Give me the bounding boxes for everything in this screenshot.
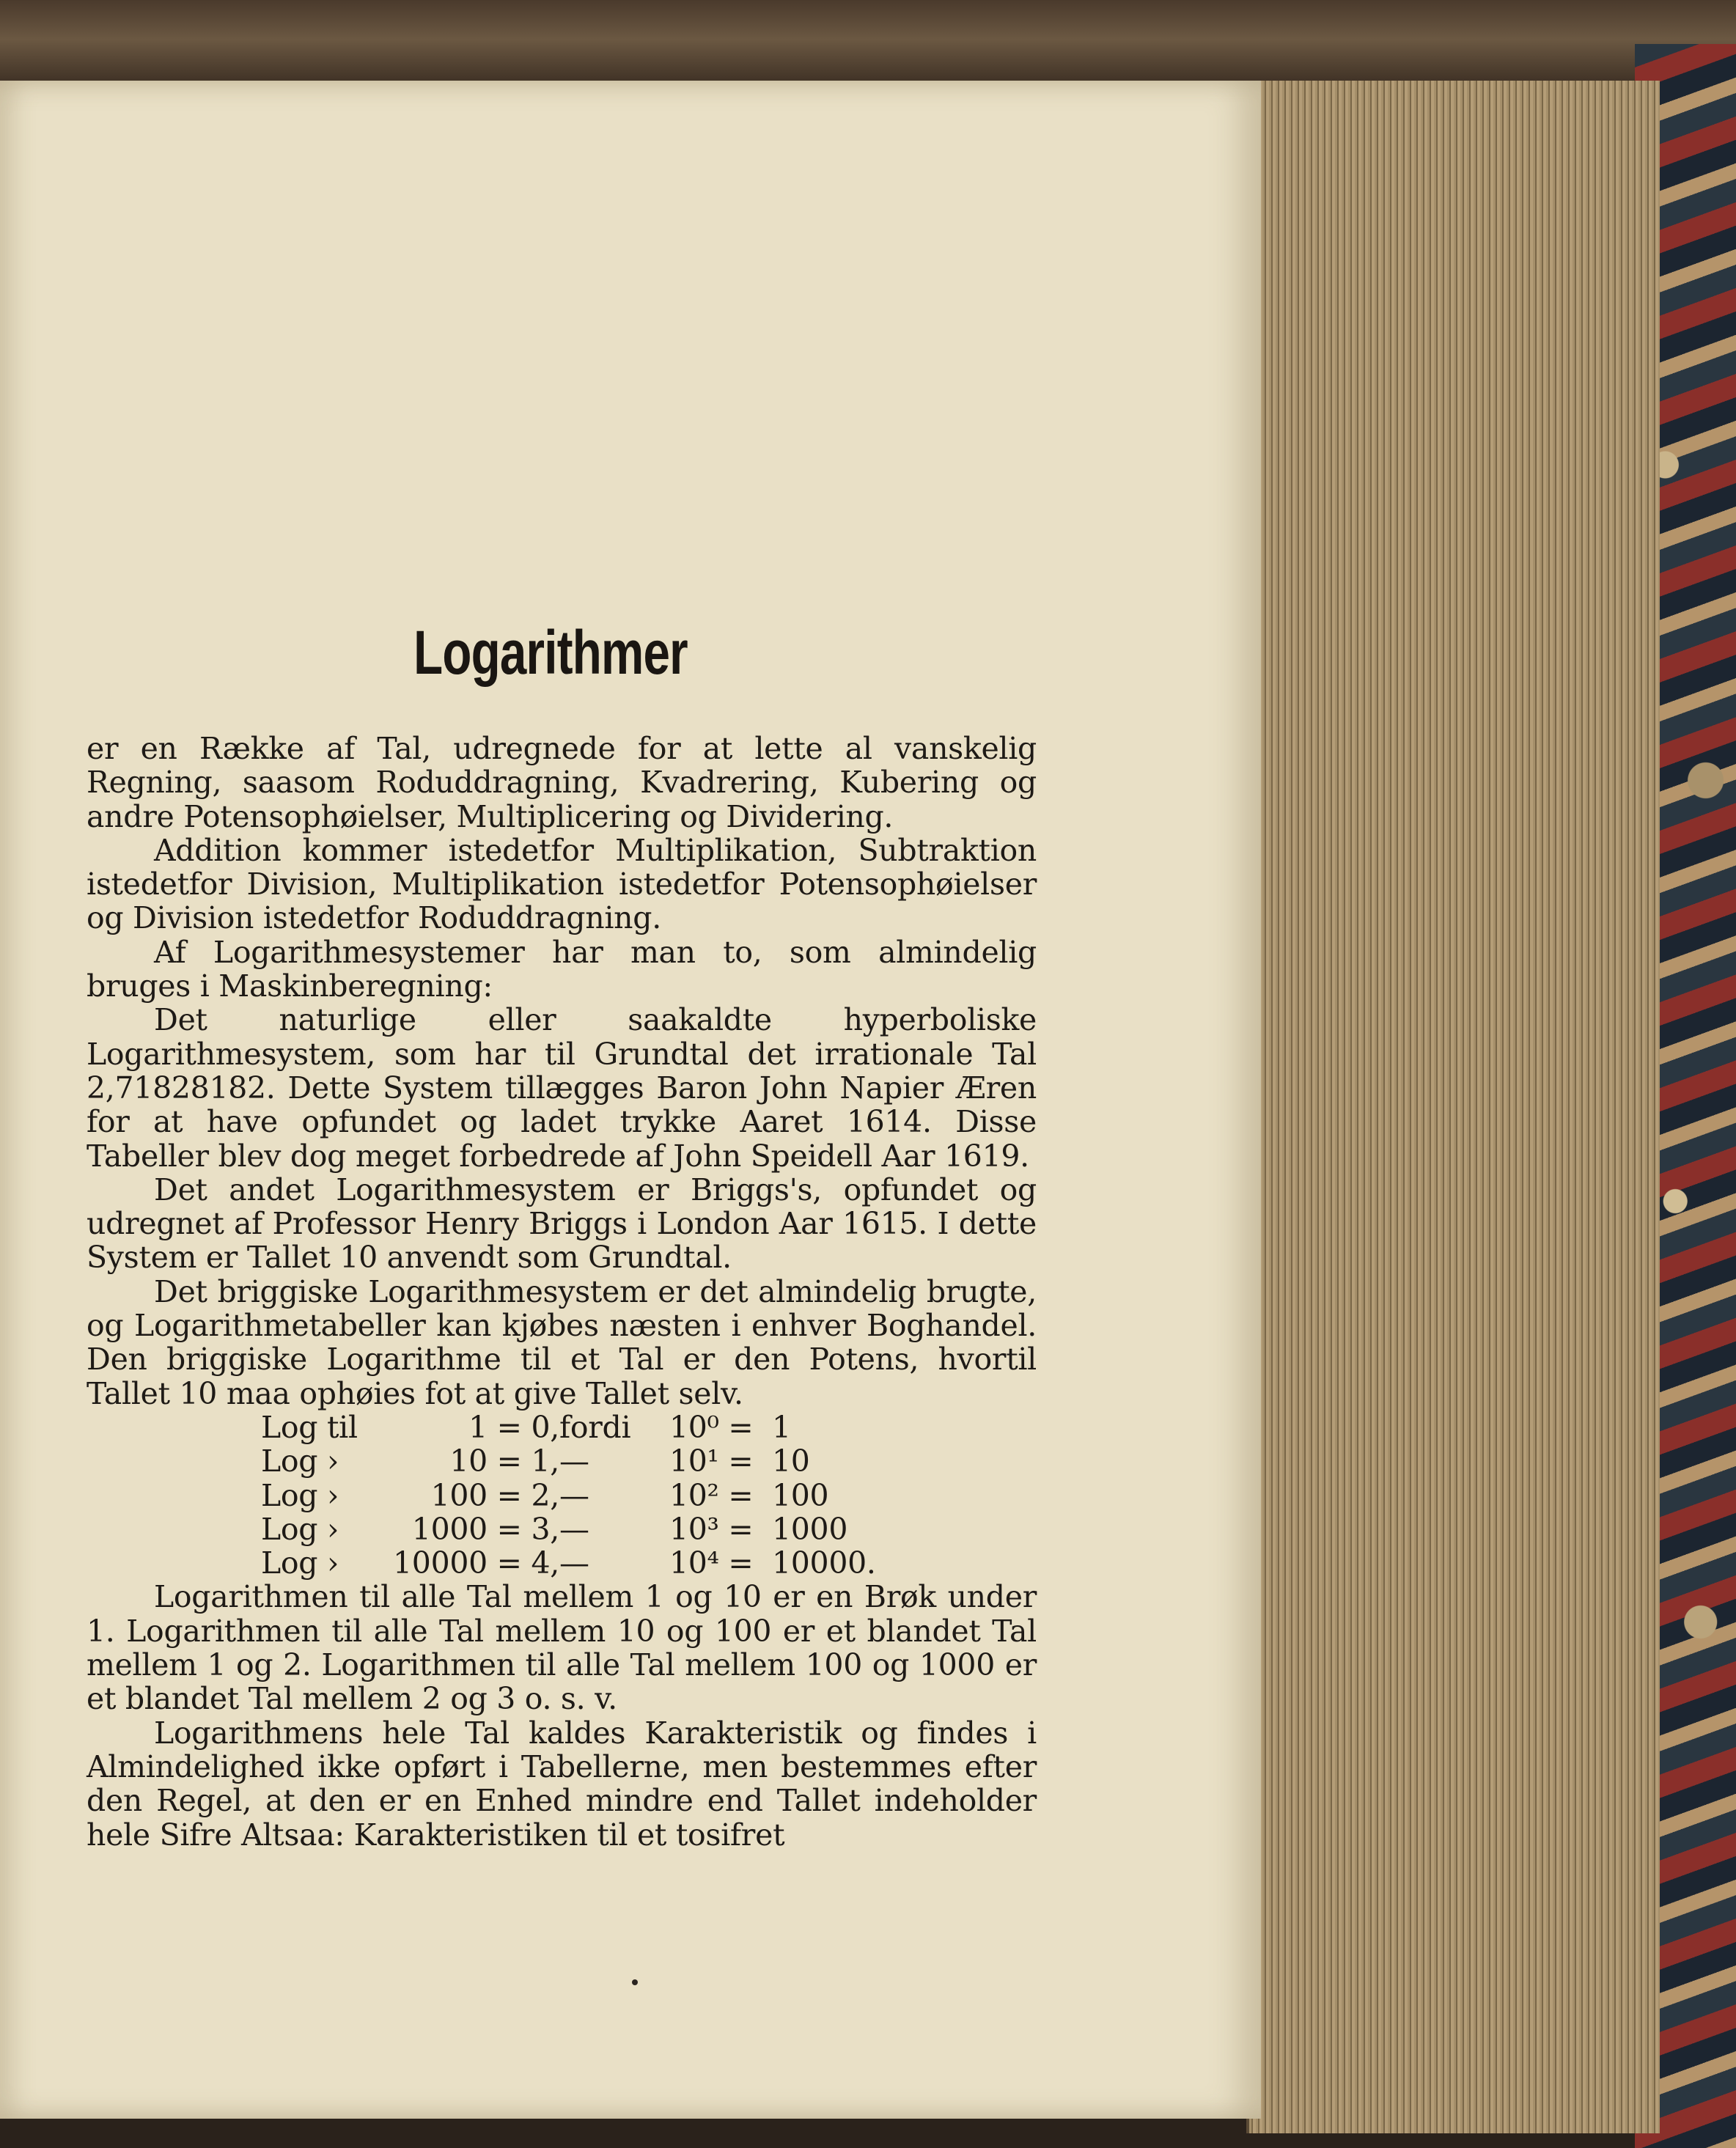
table-cell: 10000. [771,1545,876,1581]
table-cell: › [327,1477,339,1513]
table-cell: Log [261,1477,318,1513]
table-row [261,1444,919,1478]
print-speck [632,1979,638,1985]
table-cell: — [559,1443,589,1479]
table-cell: 100 = 2, [430,1477,559,1513]
table-cell: til [327,1409,358,1445]
table-cell: 1000 = 3, [411,1511,559,1547]
table-cell: 10 = 1, [449,1443,559,1479]
table-cell: Log [261,1511,318,1547]
table-cell: Log [261,1545,318,1581]
paragraph: Af Logarithmesystemer har man to, som almindelig bruges i Maskinberegning: [87,934,1037,1004]
log-table [261,1410,919,1580]
table-cell: 10000 = 4, [393,1545,559,1581]
table-cell: 10⁰ = [669,1409,754,1445]
table-cell: Log [261,1409,318,1445]
table-cell: 10⁴ = [669,1545,754,1581]
paragraph: Det andet Logarithmesystem er Briggs's, opfundet og udregnet af Professor Henry Briggs i London Aar 1615. I dette System er Tallet 10 anvendt som Grundtal. [87,1172,1037,1276]
table-cell: 10³ = [669,1511,754,1547]
table-row [261,1512,919,1546]
table-cell: 100 [771,1477,829,1513]
body-text [87,732,1037,1852]
table-row [261,1546,919,1580]
table-cell: — [559,1477,589,1513]
table-cell: › [327,1511,339,1547]
table-cell: › [327,1443,339,1479]
table-cell: 10¹ = [669,1443,754,1479]
table-cell: — [559,1511,589,1547]
book-cover-edge [0,0,1736,88]
table-cell: 1 = 0, [468,1409,559,1445]
table-cell: › [327,1545,339,1581]
paragraph: Logarithmen til alle Tal mellem 1 og 10 er en Brøk under 1. Logarithmen til alle Tal mellem 10 og 100 er et blandet Tal mellem 1 og 2. Logarithmen til alle Tal mellem 100 og 1000 er et blandet Tal mellem 2 og 3 o. s. v. [87,1579,1037,1717]
table-row [261,1479,919,1512]
table-cell: 10 [771,1443,810,1479]
page-stack-edge [1246,81,1660,2133]
table-cell: Log [261,1443,318,1479]
table-cell: 10² = [669,1477,754,1513]
paragraph: Addition kommer istedetfor Multiplikation, Subtraktion istedetfor Division, Multiplikation istedetfor Potensophøielser og Division istedetfor Roduddragning. [87,832,1037,936]
table-cell: fordi [559,1409,631,1445]
table-cell: 1 [771,1409,791,1445]
table-cell: — [559,1545,589,1581]
paragraph: Logarithmens hele Tal kaldes Karakteristik og findes i Almindelighed ikke opført i Tabellerne, men bestemmes efter den Regel, at den er en Enhed mindre end Tallet indeholder hele Sifre Altsaa: Karakteristiken til et tosifret [87,1715,1037,1853]
page-title: Logarithmer [413,618,688,687]
table-cell: 1000 [771,1511,848,1547]
table-row [261,1410,919,1444]
paragraph: Det briggiske Logarithmesystem er det almindelig brugte, og Logarithmetabeller kan kjøbes næsten i enhver Boghandel. Den briggiske Logarithme til et Tal er den Potens, hvortil Tallet 10 maa ophøies fot at give Tallet selv. [87,1273,1037,1411]
paragraph: Det naturlige eller saakaldte hyperboliske Logarithmesystem, som har til Grundtal det irrationale Tal 2,71828182. Dette System tillægges Baron John Napier Æren for at have opfundet og ladet trykke Aaret 1614. Disse Tabeller blev dog meget forbedrede af John Speidell Aar 1619. [87,1002,1037,1174]
paragraph: er en Række af Tal, udregnede for at lette al vanskelig Regning, saasom Roduddragning, Kvadrering, Kubering og andre Potensophøielser, Multiplicering og Dividering. [87,731,1037,834]
